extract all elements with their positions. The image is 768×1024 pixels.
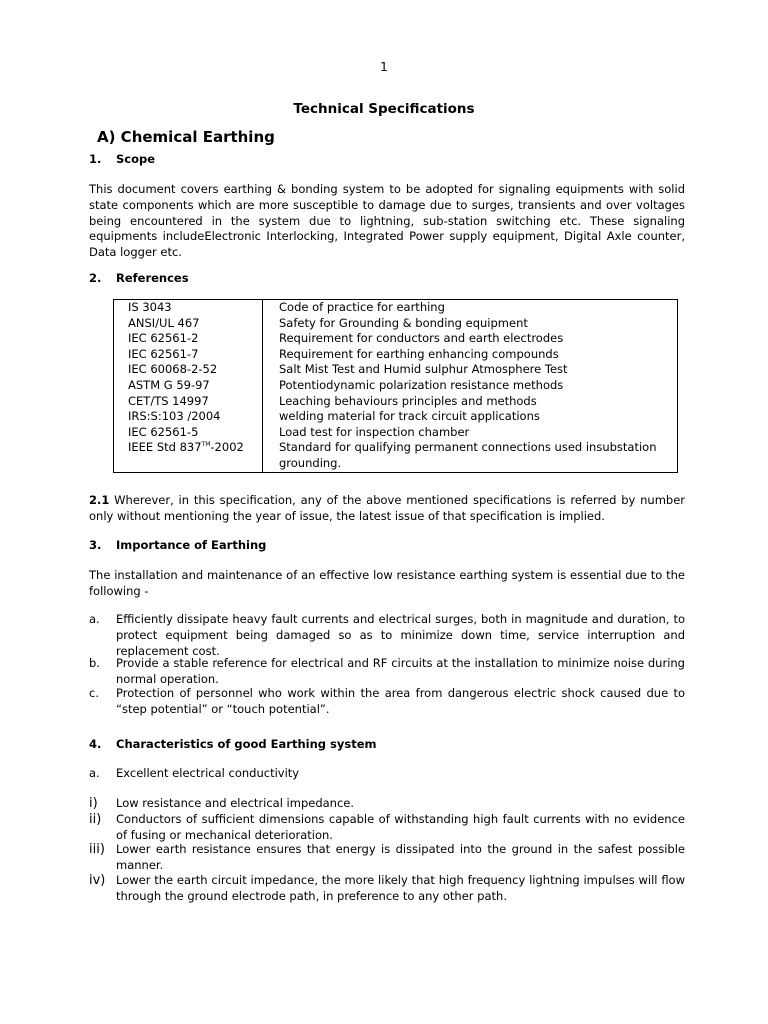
references-table xyxy=(113,299,678,473)
list-marker: i) xyxy=(89,796,98,811)
ref-desc: Safety for Grounding & bonding equipment xyxy=(263,316,678,332)
list-item-text: Lower the earth circuit impedance, the more likely that high frequency lightning impulses will flow through the ground electrode path, in preference to any other path. xyxy=(116,873,685,903)
table-row xyxy=(114,362,678,378)
ref-code: CET/TS 14997 xyxy=(114,394,263,410)
table-row xyxy=(114,331,678,347)
ref-code: IEC 62561-5 xyxy=(114,425,263,441)
page-title: Technical Specifications xyxy=(293,101,475,117)
table-row xyxy=(114,394,678,410)
ref-code: IEC 60068-2-52 xyxy=(114,362,263,378)
section-number: 1. xyxy=(89,152,102,166)
table-row xyxy=(114,409,678,425)
list-marker: a. xyxy=(89,766,100,780)
ref-desc: Potentiodynamic polarization resistance methods xyxy=(263,378,678,394)
ref-code-year: -2002 xyxy=(210,440,244,455)
list-marker: iv) xyxy=(89,873,106,888)
ref-desc: Salt Mist Test and Humid sulphur Atmosphere Test xyxy=(263,362,678,378)
list-item-text: Low resistance and electrical impedance. xyxy=(116,796,355,810)
list-item xyxy=(89,842,685,874)
list-item xyxy=(89,796,685,812)
list-item xyxy=(89,873,685,905)
importance-intro: The installation and maintenance of an effective low resistance earthing system is essential due to the following - xyxy=(89,568,685,598)
ref-desc: Leaching behaviours principles and methods xyxy=(263,394,678,410)
ref-desc: Code of practice for earthing xyxy=(263,300,678,316)
list-item xyxy=(89,686,685,718)
list-marker: b. xyxy=(89,656,100,670)
section-number: 2. xyxy=(89,271,102,285)
list-marker: a. xyxy=(89,612,100,626)
table-row xyxy=(114,440,678,472)
list-item-text: Excellent electrical conductivity xyxy=(116,766,300,780)
ref-desc: Requirement for conductors and earth electrodes xyxy=(263,331,678,347)
page-number: 1 xyxy=(380,60,388,74)
list-item-text: Protection of personnel who work within the area from dangerous electric shock caused due to “step potential” or “touch potential”. xyxy=(116,686,685,716)
ref-code: IEC 62561-7 xyxy=(114,347,263,363)
table-row xyxy=(114,425,678,441)
section-title: Scope xyxy=(116,152,156,166)
ref-code: ASTM G 59-97 xyxy=(114,378,263,394)
section-title: Characteristics of good Earthing system xyxy=(116,737,377,751)
scope-paragraph: This document covers earthing & bonding system to be adopted for signaling equipments with solid state components which are more susceptible to damage due to surges, transients and over voltages being encountered in the system due to lightning, sub-station switching etc. These signaling equipments includeElectronic Interlocking, Integrated Power supply equipment, Digital Axle counter, Data logger etc. xyxy=(89,182,685,260)
list-marker: ii) xyxy=(89,812,102,827)
ref-desc: Requirement for earthing enhancing compounds xyxy=(263,347,678,363)
list-item-text: Provide a stable reference for electrical and RF circuits at the installation to minimize noise during normal operation. xyxy=(116,656,685,686)
ref-code: ANSI/UL 467 xyxy=(114,316,263,332)
ref-desc: Standard for qualifying permanent connections used insubstation grounding. xyxy=(263,440,678,472)
ref-code-main: IEEE Std 837 xyxy=(128,440,202,455)
list-item-text: Lower earth resistance ensures that energy is dissipated into the ground in the safest possible manner. xyxy=(116,842,685,872)
ref-code: IRS:S:103 /2004 xyxy=(114,409,263,425)
ref-code-superscript: TM xyxy=(201,441,211,449)
section-title: References xyxy=(116,271,189,285)
section-title: Importance of Earthing xyxy=(116,538,267,552)
ref-code xyxy=(114,440,263,472)
ref-desc: Load test for inspection chamber xyxy=(263,425,678,441)
table-row xyxy=(114,316,678,332)
clause-number: 2.1 xyxy=(89,493,110,507)
list-item-text: Conductors of sufficient dimensions capable of withstanding high fault currents with no evidence of fusing or mechanical deterioration. xyxy=(116,812,685,842)
list-item xyxy=(89,656,685,688)
section-2-heading xyxy=(89,271,189,287)
table-row xyxy=(114,347,678,363)
list-item-text: Efficiently dissipate heavy fault currents and electrical surges, both in magnitude and duration, to protect equipment being damaged so as to minimize down time, service interruption and replacement cost. xyxy=(116,612,685,658)
ref-code: IEC 62561-2 xyxy=(114,331,263,347)
ref-code: IS 3043 xyxy=(114,300,263,316)
ref-desc: welding material for track circuit applications xyxy=(263,409,678,425)
table-row xyxy=(114,300,678,316)
list-marker: c. xyxy=(89,686,99,700)
clause-2-1-paragraph xyxy=(89,493,685,525)
section-a-heading: A) Chemical Earthing xyxy=(97,128,275,146)
list-item xyxy=(89,766,685,782)
section-number: 4. xyxy=(89,737,102,751)
section-3-heading xyxy=(89,538,266,554)
list-marker: iii) xyxy=(89,842,105,857)
section-number: 3. xyxy=(89,538,102,552)
section-1-heading xyxy=(89,152,155,168)
clause-text: Wherever, in this specification, any of the above mentioned specifications is referred by number only without mentioning the year of issue, the latest issue of that specification is implied. xyxy=(89,493,685,523)
table-row xyxy=(114,378,678,394)
list-item xyxy=(89,612,685,659)
section-4-heading xyxy=(89,737,376,753)
list-item xyxy=(89,812,685,844)
